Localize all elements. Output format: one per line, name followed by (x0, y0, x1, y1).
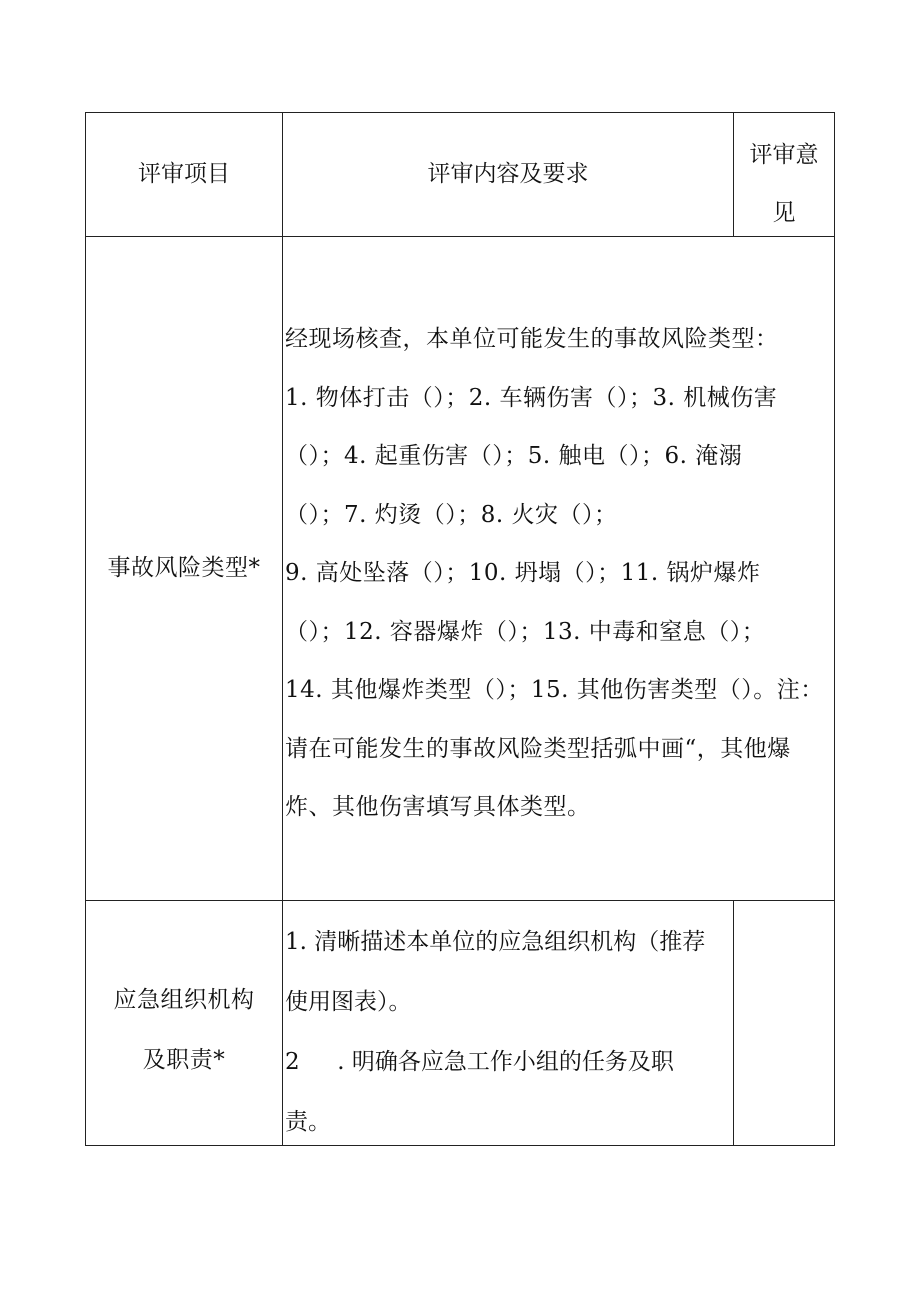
row1-item-label: 事故风险类型* (107, 554, 261, 581)
row2-item-line2: 及职责* (142, 1047, 226, 1073)
row2-content-line: 1. 清晰描述本单位的应急组织机构（推荐 (285, 929, 706, 955)
header-item-label: 评审项目 (138, 160, 230, 187)
row1-content-line: （）；4. 起重伤害（）；5. 触电（）；6. 淹溺 (285, 443, 743, 469)
row2-content-line: 使用图表）。 (285, 989, 412, 1015)
column-divider-item (282, 112, 283, 1146)
header-opinion-label (734, 126, 834, 242)
header-opinion-line2: 见 (772, 200, 796, 226)
column-divider-opinion-row2 (733, 900, 734, 1146)
row2-content-line: 2 . 明确各应急工作小组的任务及职 (285, 1049, 674, 1075)
row2-content-line: 责。 (285, 1109, 331, 1135)
row1-content-line: 9. 高处坠落（）；10. 坍塌（）；11. 锅炉爆炸 (285, 560, 761, 586)
table-border-right (834, 112, 835, 1146)
row1-content (285, 310, 824, 837)
row2-item-label (86, 970, 282, 1090)
row1-content-line: 炸、其他伤害填写具体类型。 (285, 794, 591, 820)
row2-content (285, 912, 705, 1152)
row1-content-line: 1. 物体打击（）；2. 车辆伤害（）；3. 机械伤害 (285, 384, 778, 411)
header-opinion-line1: 评审意 (749, 142, 819, 168)
row1-content-line: （）；7. 灼烫（）；8. 火灾（）； (285, 501, 618, 528)
review-table (85, 112, 835, 1146)
row2-item-line1: 应急组织机构 (113, 987, 255, 1013)
header-content-label: 评审内容及要求 (427, 160, 589, 187)
row-divider (85, 900, 835, 901)
row1-content-line: （）；12. 容器爆炸（）；13. 中毒和窒息（）； (285, 618, 766, 645)
row1-content-line: 请在可能发生的事故风险类型括弧中画“，其他爆 (285, 735, 791, 762)
row1-content-line: 经现场核查，本单位可能发生的事故风险类型： (285, 326, 779, 352)
row1-content-line: 14. 其他爆炸类型（）；15. 其他伤害类型（）。注： (285, 677, 824, 703)
